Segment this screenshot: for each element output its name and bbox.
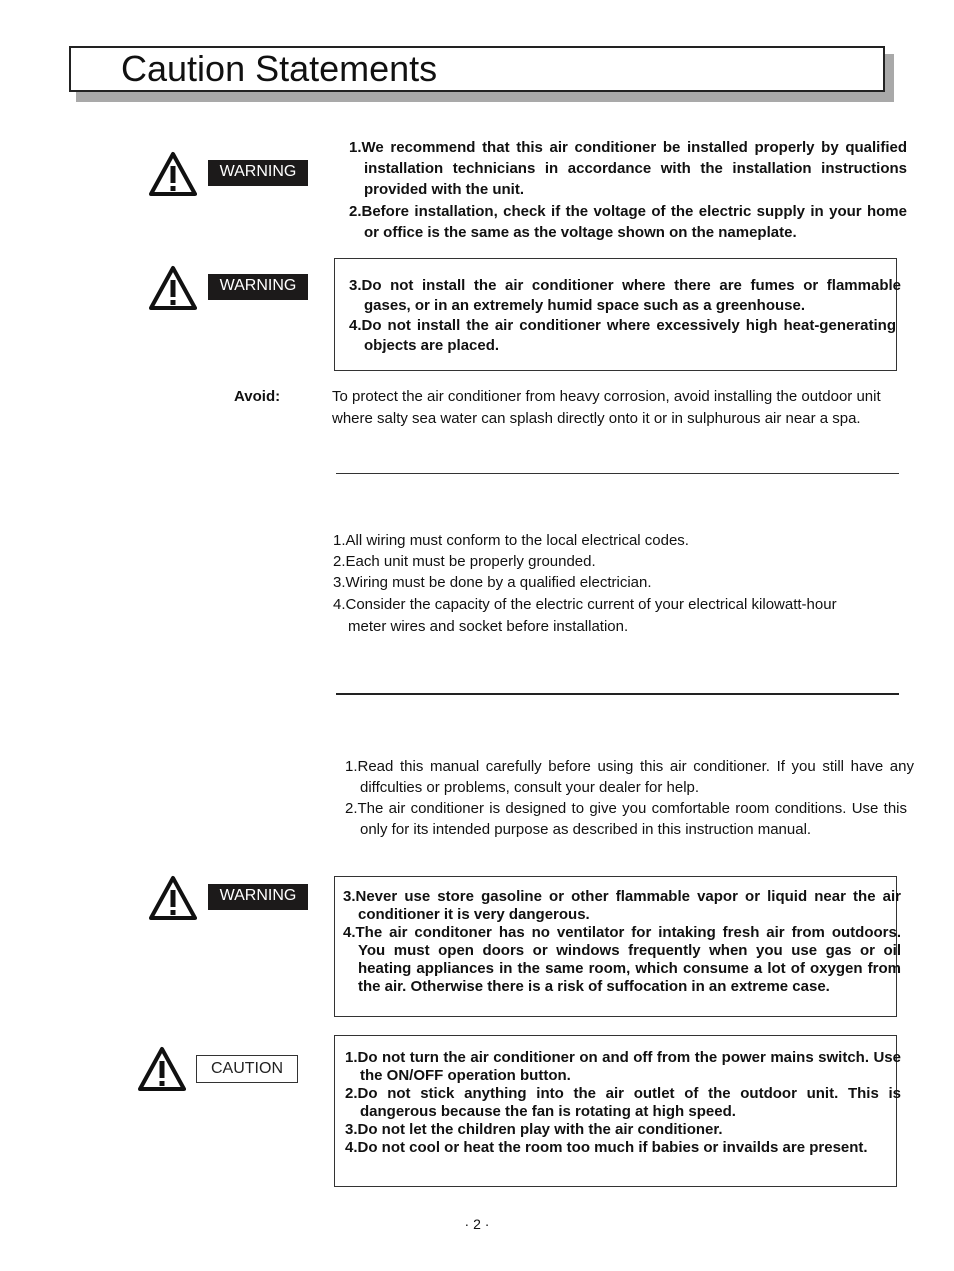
- install-item-1: 1.We recommend that this air conditioner be installed properly by qualified installation technicians in accordance with the installation instructions provided with the unit.: [349, 139, 907, 198]
- warning-badge: WARNING: [208, 274, 308, 300]
- warning-triangle-icon: [149, 265, 197, 311]
- install-item-4: 4.Do not install the air conditioner where excessively high heat-generating objects are placed.: [349, 317, 896, 354]
- warning-badge: WARNING: [208, 160, 308, 186]
- usage-item-2: 2.The air conditioner is designed to give you comfortable room conditions. Use this only for its intended purpose as described in this instruction manual.: [345, 800, 907, 838]
- warning-triangle-icon: [138, 1046, 186, 1092]
- wiring-item-2: 2.Each unit must be properly grounded.: [333, 553, 596, 570]
- section-divider: [336, 693, 899, 695]
- avoid-text: To protect the air conditioner from heavy corrosion, avoid installing the outdoor unit where salty sea water can splash directly onto it or in sulphurous air near a spa.: [332, 388, 881, 427]
- wiring-item-1: 1.All wiring must conform to the local electrical codes.: [333, 532, 689, 549]
- caution-badge: CAUTION: [196, 1055, 298, 1083]
- avoid-label: Avoid:: [234, 388, 281, 405]
- warning-triangle-icon: [149, 875, 197, 921]
- caution-item-3: 3.Do not let the children play with the air conditioner.: [345, 1121, 723, 1138]
- caution-item-1: 1.Do not turn the air conditioner on and off from the power mains switch. Use the ON/OFF operation button.: [345, 1049, 901, 1084]
- section-divider: [336, 473, 899, 474]
- page-title: Caution Statements: [69, 46, 885, 92]
- warning-badge: WARNING: [208, 884, 308, 910]
- usage-item-4: 4.The air conditoner has no ventilator for intaking fresh air from outdoors. You must open doors or windows frequently when you use gas or oil heating appliances in the same room, which consume a lot of oxygen from the air. Otherwise there is a risk of suffocation in an extreme case.: [343, 924, 901, 995]
- usage-item-1: 1.Read this manual carefully before using this air conditioner. If you still have any diffculties or problems, consult your dealer for help.: [345, 758, 914, 796]
- install-item-2: 2.Before installation, check if the voltage of the electric supply in your home or office is the same as the voltage shown on the nameplate.: [349, 203, 907, 241]
- caution-item-4: 4.Do not cool or heat the room too much if babies or invailds are present.: [345, 1139, 868, 1156]
- install-item-3: 3.Do not install the air conditioner where there are fumes or flammable gases, or in an extremely humid space such as a greenhouse.: [349, 277, 901, 314]
- caution-item-2: 2.Do not stick anything into the air outlet of the outdoor unit. This is dangerous because the fan is rotating at high speed.: [345, 1085, 901, 1120]
- warning-triangle-icon: [149, 151, 197, 197]
- page-number: · 2 ·: [464, 1216, 490, 1232]
- wiring-item-4: 4.Consider the capacity of the electric current of your electrical kilowatt-hour meter wires and socket before installation.: [333, 596, 837, 635]
- wiring-item-3: 3.Wiring must be done by a qualified electrician.: [333, 574, 652, 591]
- usage-item-3: 3.Never use store gasoline or other flammable vapor or liquid near the air conditioner it is very dangerous.: [343, 888, 901, 923]
